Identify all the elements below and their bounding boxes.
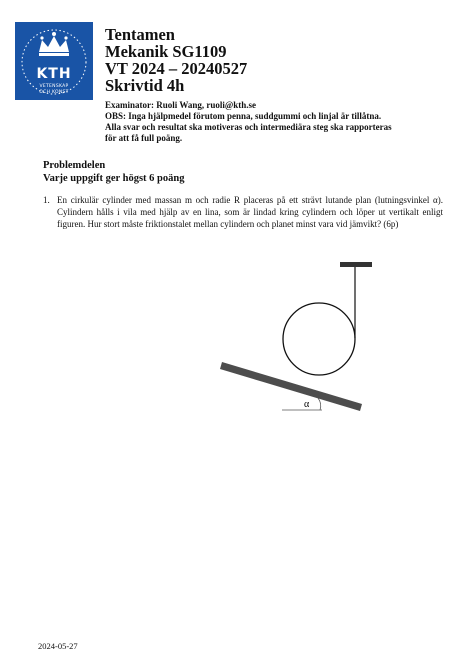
problem-number: 1. [43, 195, 50, 205]
logo-motto-line2: OCH KONST [39, 90, 69, 95]
section-subheading: Varje uppgift ger högst 6 poäng [43, 173, 185, 184]
obs-line-3: för att få full poäng. [105, 133, 183, 143]
obs-line-2: Alla svar och resultat ska motiveras och intermediära steg ska rapporteras [105, 122, 392, 132]
ceiling-anchor [340, 262, 372, 267]
cylinder [283, 303, 355, 375]
section-heading: Problemdelen [43, 160, 106, 171]
title-line-term: VT 2024 – 20240527 [105, 59, 248, 78]
logo-brand: KTH [36, 66, 72, 82]
footer-date: 2024-05-27 [38, 641, 78, 651]
title-line-course: Mekanik SG1109 [105, 42, 227, 61]
angle-label: α [304, 399, 310, 410]
examiner-line: Examinator: Ruoli Wang, ruoli@kth.se [105, 100, 256, 110]
title-line-duration: Skrivtid 4h [105, 76, 185, 95]
angle-arc [318, 398, 321, 410]
problem-text: En cirkulär cylinder med massan m och radie R placeras på ett strävt lutande plan (lutningsvinkel α). Cylindern hålls i vila med hjälp av en lina, som är lindad kring cylindern och löper ut vertikalt enligt figuren. Hur stort måste friktionstalet mellan cylindern och planet minst vara vid jämvikt? (6p) [57, 195, 443, 229]
inclined-plane [220, 362, 362, 411]
logo-motto-line1: VETENSKAP [39, 84, 69, 89]
title-line-exam: Tentamen [105, 25, 175, 44]
obs-line-1: OBS: Inga hjälpmedel förutom penna, suddgummi och linjal är tillåtna. [105, 111, 382, 121]
